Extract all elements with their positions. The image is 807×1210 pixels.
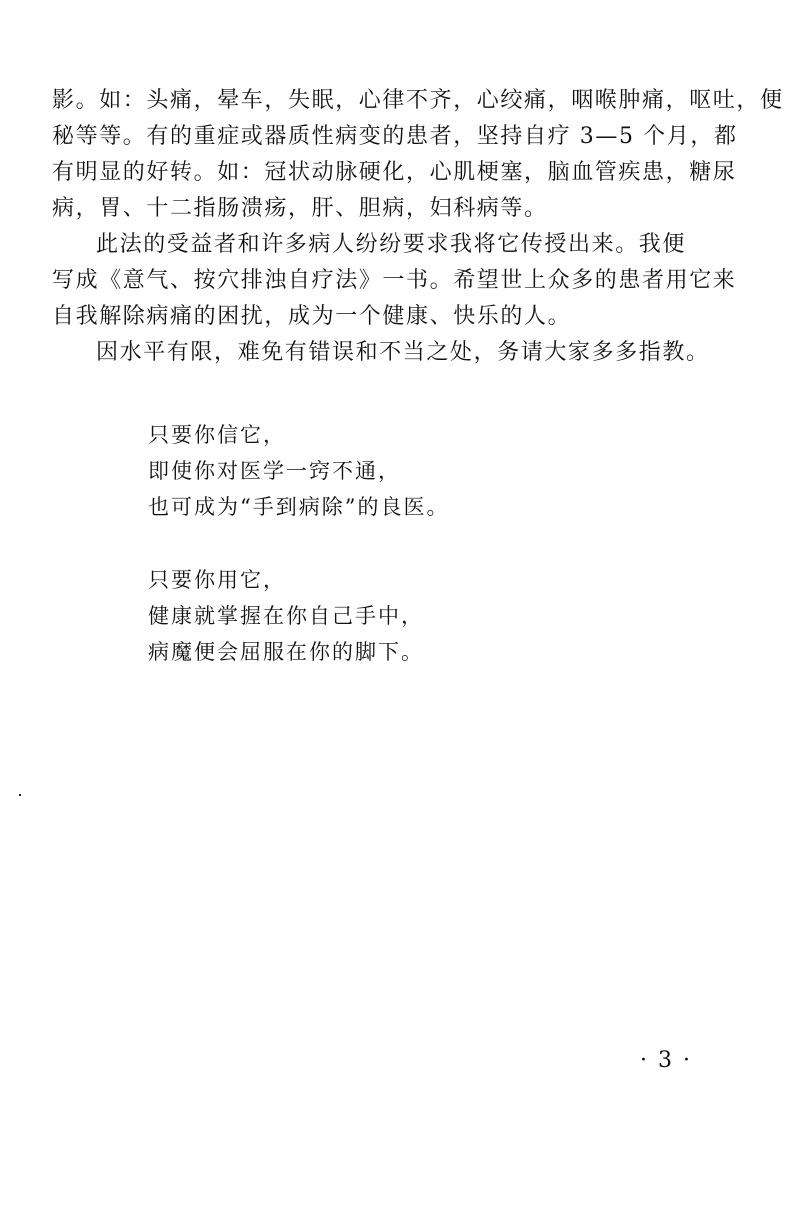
paragraph-line-2: 秘等等。有的重症或器质性病变的患者，坚持自疗 3—5 个月，都 xyxy=(52,124,738,149)
verse-2-line-1: 只要你用它， xyxy=(148,568,286,592)
paragraph-line-7: 自我解除病痛的困扰，成为一个健康、快乐的人。 xyxy=(52,304,572,329)
paragraph-line-4: 病，胃、十二指肠溃疡，肝、胆病，妇科病等。 xyxy=(52,196,548,221)
paragraph-line-8: 因水平有限，难免有错误和不当之处，务请大家多多指教。 xyxy=(96,340,710,365)
paragraph-line-3: 有明显的好转。如：冠状动脉硬化，心肌梗塞，脑血管疾患，糖尿 xyxy=(52,160,737,185)
paragraph-line-6: 写成《意气、按穴排浊自疗法》一书。希望世上众多的患者用它来 xyxy=(52,268,737,293)
verse-2-line-3: 病魔便会屈服在你的脚下。 xyxy=(148,640,424,664)
paragraph-line-1: 影。如：头痛，晕车，失眠，心律不齐，心绞痛，咽喉肿痛，呕吐，便 xyxy=(52,88,784,113)
verse-1-line-3: 也可成为“手到病除”的良医。 xyxy=(148,495,450,519)
verse-2-line-2: 健康就掌握在你自己手中， xyxy=(148,604,424,628)
page-number: · 3 · xyxy=(640,1048,692,1073)
verse-1-line-2: 即使你对医学一窍不通， xyxy=(148,459,401,483)
paragraph-line-5: 此法的受益者和许多病人纷纷要求我将它传授出来。我便 xyxy=(96,232,687,257)
verse-1-line-1: 只要你信它， xyxy=(148,423,286,447)
scan-speck xyxy=(19,794,21,796)
